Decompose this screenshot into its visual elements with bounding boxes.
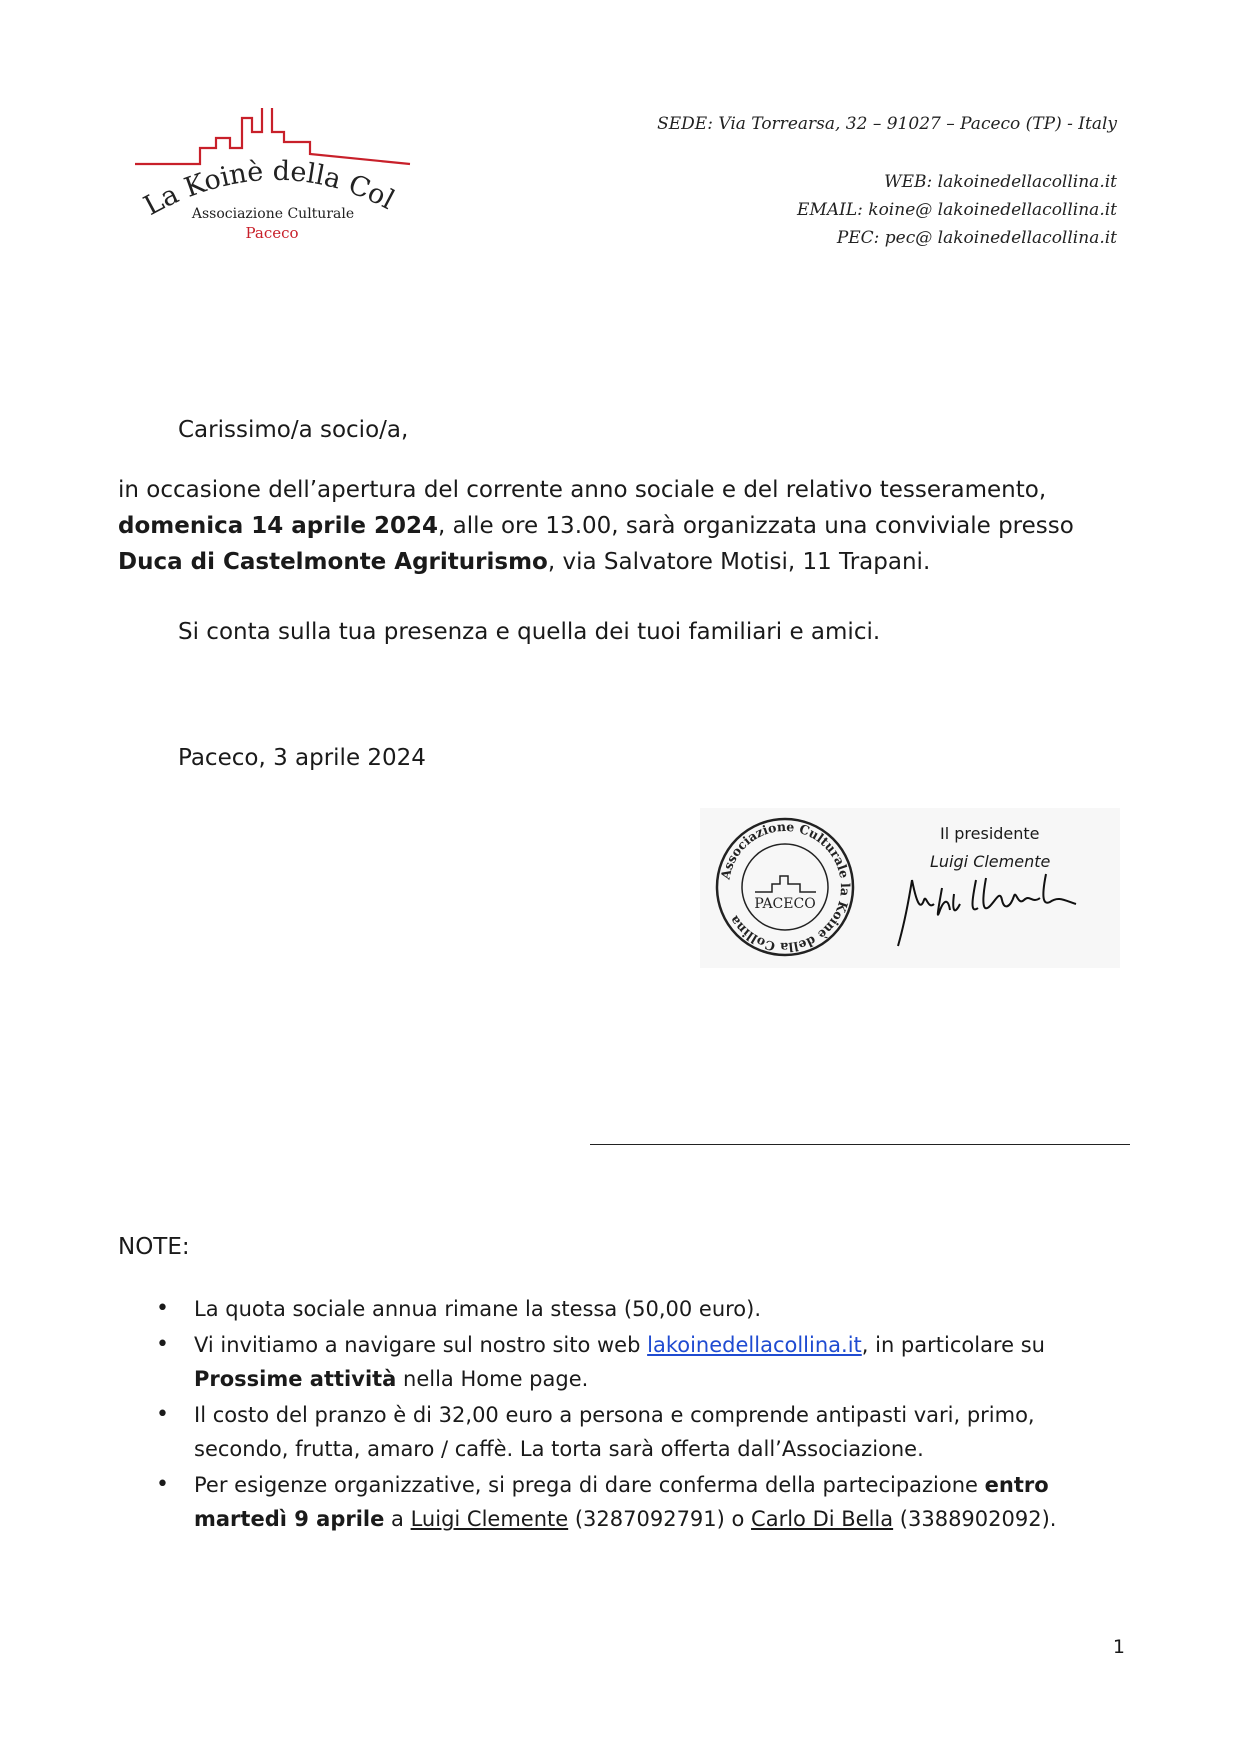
association-logo	[130, 108, 420, 258]
note-text: Vi invitiamo a navigare sul nostro sito web	[194, 1333, 648, 1357]
paragraph-text: in occasione dell’apertura del corrente anno sociale e del relativo tesseramento,	[118, 477, 1047, 503]
note-text: , in particolare su	[861, 1333, 1045, 1357]
contact-name: Carlo Di Bella	[751, 1507, 894, 1531]
note-text: La quota sociale annua rimane la stessa (50,00 euro).	[194, 1297, 762, 1321]
sede-line: SEDE: Via Torrearsa, 32 – 91027 – Paceco (TP) - Italy	[657, 114, 1117, 134]
greeting: Carissimo/a socio/a,	[178, 417, 409, 443]
note-emphasis: Prossime attività	[194, 1367, 397, 1391]
note-emphasis: entro martedì 9 aprile	[194, 1473, 1049, 1531]
divider-line	[590, 1144, 1130, 1145]
president-name: Luigi Clemente	[930, 852, 1051, 871]
note-text: Il costo del pranzo è di 32,00 euro a persona e comprende antipasti vari, primo, secondo, frutta, amaro / caffè. La torta sarà offerta dall’Associazione.	[194, 1403, 1035, 1461]
svg-text:Associazione Culturale la Koin	[717, 819, 853, 955]
website-link[interactable]: lakoinedellacollina.it	[647, 1333, 862, 1357]
list-item	[150, 1468, 1130, 1536]
email-line: EMAIL: koine@ lakoinedellacollina.it	[797, 200, 1117, 220]
list-item	[150, 1292, 1130, 1326]
letterhead-contacts	[657, 110, 1117, 252]
logo-skyline-icon	[130, 108, 420, 258]
signature-block	[700, 808, 1120, 968]
event-venue: Duca di Castelmonte Agriturismo	[118, 549, 548, 575]
stamp-ring-text: Associazione Culturale la Koinè della Collina	[717, 818, 854, 956]
invitation-paragraph	[118, 472, 1128, 580]
list-item	[150, 1328, 1130, 1396]
logo-subtitle: Associazione Culturale	[191, 206, 355, 222]
signature-icon	[890, 870, 1090, 950]
list-item	[150, 1398, 1130, 1466]
note-text: a	[384, 1507, 411, 1531]
note-text: (3287092791) o	[568, 1507, 752, 1531]
logo-title: La Koinè della Col	[138, 155, 400, 222]
pec-line: PEC: pec@ lakoinedellacollina.it	[836, 228, 1117, 248]
presence-line: Si conta sulla tua presenza e quella dei tuoi familiari e amici.	[178, 619, 881, 645]
president-label: Il presidente	[940, 824, 1040, 843]
page-number: 1	[1112, 1636, 1125, 1658]
web-line: WEB: lakoinedellacollina.it	[884, 172, 1117, 192]
stamp-center-text: PACECO	[754, 896, 816, 912]
note-text: nella Home page.	[396, 1367, 589, 1391]
event-date: domenica 14 aprile 2024	[118, 513, 438, 539]
event-address: , via Salvatore Motisi, 11 Trapani.	[547, 549, 931, 575]
notes-list	[150, 1292, 1130, 1538]
notes-title: NOTE:	[118, 1234, 190, 1260]
contact-name: Luigi Clemente	[410, 1507, 569, 1531]
stamp-icon	[710, 812, 860, 962]
note-text: Per esigenze organizzative, si prega di dare conferma della partecipazione	[194, 1473, 985, 1497]
date-line: Paceco, 3 aprile 2024	[178, 745, 426, 771]
paragraph-text: , alle ore 13.00, sarà organizzata una conviviale presso	[437, 513, 1074, 539]
note-text: (3388902092).	[893, 1507, 1057, 1531]
logo-place: Paceco	[245, 224, 299, 242]
